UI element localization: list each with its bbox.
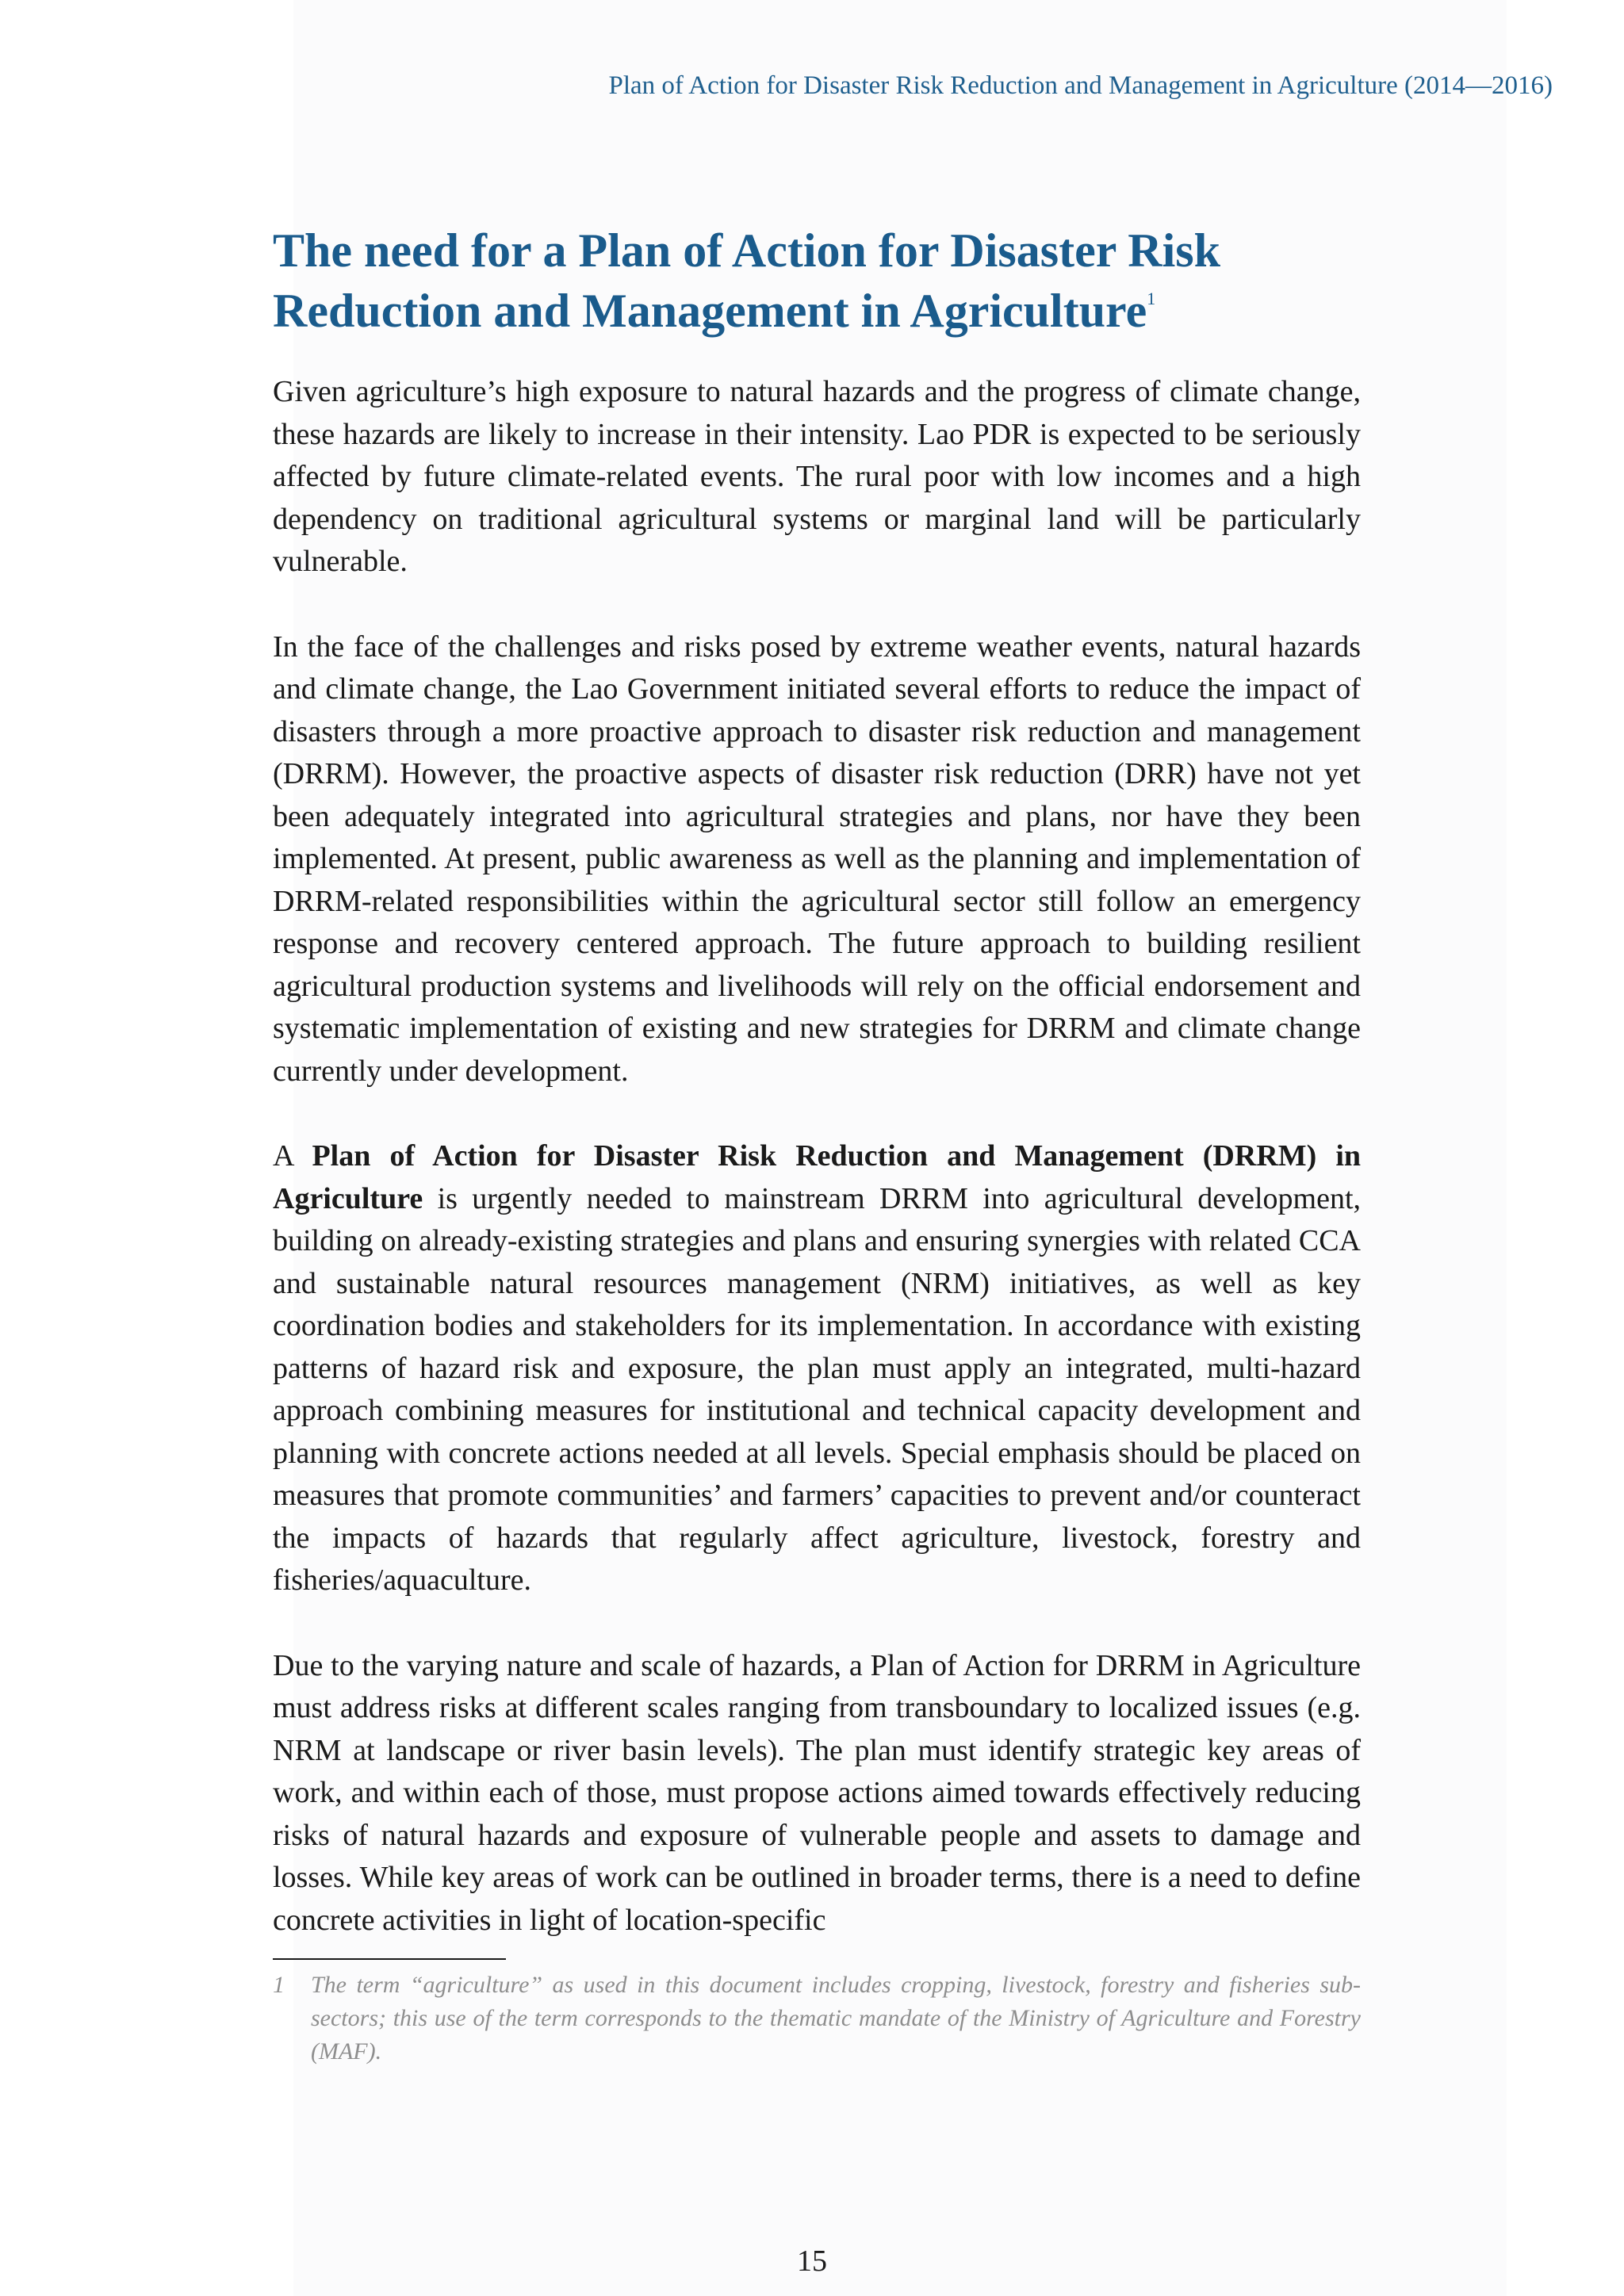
- footnote-text: The term “agriculture” as used in this document includes cropping, livestock, forestry and fisheries sub-sectors; this use of the term corresponds to the thematic mandate of the Ministry of Agriculture and Forestry (MAF).: [311, 1972, 1361, 2064]
- footnote-reference: 1: [1147, 289, 1156, 308]
- plan-of-action-emphasis: Plan of Action for Disaster Risk Reduction and Management (DRRM) in Agriculture: [273, 1139, 1362, 1215]
- main-content: [273, 220, 1361, 1984]
- paragraph-4: Due to the varying nature and scale of hazards, a Plan of Action for DRRM in Agriculture must address risks at different scales ranging from transboundary to localized issues (e.g. NRM at landscape or river basin levels). The plan must identify strategic key areas of work, and within each of those, must propose actions aimed towards effectively reducing risks of natural hazards and exposure of vulnerable people and assets to damage and losses. While key areas of work can be outlined in broader terms, there is a need to define concrete activities in light of location-specific: [273, 1648, 1361, 1937]
- page-number: 15: [797, 2244, 827, 2278]
- paragraph-2: In the face of the challenges and risks posed by extreme weather events, natural hazards and climate change, the Lao Government initiated several efforts to reduce the impact of disasters through a more proactive approach to disaster risk reduction and management (DRRM). However, the proactive aspects of disaster risk reduction (DRR) have not yet been adequately integrated into agricultural strategies and plans, nor have they been implemented. At present, public awareness as well as the planning and implementation of DRRM-related responsibilities within the agricultural sector still follow an emergency response and recovery centered approach. The future approach to building resilient agricultural production systems and livelihoods will rely on the official endorsement and systematic implementation of existing and new strategies for DRRM and climate change currently under development.: [273, 629, 1361, 1088]
- running-header: Plan of Action for Disaster Risk Reduction and Management in Agriculture (2014—2016): [608, 71, 1553, 100]
- footnote-divider: [273, 1958, 506, 1960]
- section-title-text: The need for a Plan of Action for Disaster Risk Reduction and Management in Agriculture: [273, 224, 1220, 337]
- paragraph-3-text: is urgently needed to mainstream DRRM into agricultural development, building on already-existing strategies and plans and ensuring synergies with related CCA and sustainable natural resources management (NRM) initiatives, as well as key coordination bodies and stakeholders for its implementation. In accordance with existing patterns of hazard risk and exposure, the plan must apply an integrated, multi-hazard approach combining measures for institutional and technical capacity development and planning with concrete actions needed at all levels. Special emphasis should be placed on measures that promote communities’ and farmers’ capacities to prevent and/or counteract the impacts of hazards that regularly affect agriculture, livestock, forestry and fisheries/aquaculture.: [273, 1181, 1362, 1597]
- paragraph-1: Given agriculture’s high exposure to natural hazards and the progress of climate change, these hazards are likely to increase in their intensity. Lao PDR is expected to be seriously affected by future climate-related events. The rural poor with low incomes and a high dependency on traditional agricultural systems or marginal land will be particularly vulnerable.: [273, 375, 1361, 578]
- section-title: [273, 220, 1361, 341]
- paragraph-3-lead: A: [273, 1139, 293, 1173]
- footnote: [273, 1969, 1361, 2068]
- footnote-number: 1: [273, 1972, 285, 1998]
- paragraph-3: [273, 1135, 1361, 1602]
